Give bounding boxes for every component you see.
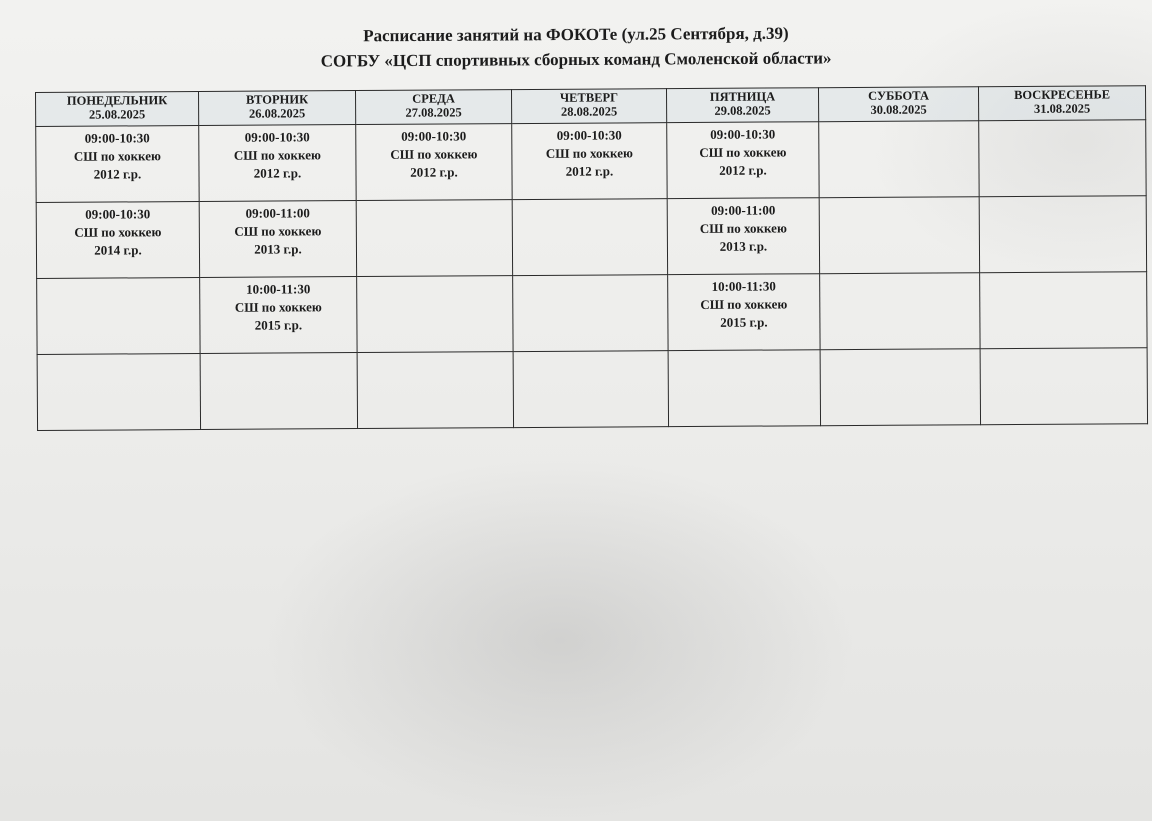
slot-year: 2012 г.р.: [253, 165, 302, 181]
schedule-cell-empty: [980, 272, 1147, 349]
table-row: [37, 272, 1147, 355]
slot-time: 09:00-11:00: [245, 205, 310, 221]
slot-year: 2014 г.р.: [94, 242, 142, 258]
schedule-cell-empty: [37, 353, 200, 430]
schedule-cell: [512, 123, 667, 200]
table-row: [36, 196, 1146, 279]
day-date: 27.08.2025: [405, 105, 462, 120]
slot-year: 2015 г.р.: [720, 314, 768, 330]
slot-group: СШ по хоккею: [545, 145, 633, 161]
schedule-cell-empty: [980, 348, 1147, 425]
slot-group: СШ по хоккею: [699, 144, 787, 160]
slot-group: СШ по хоккею: [390, 146, 478, 162]
slot-year: 2012 г.р.: [93, 166, 142, 182]
schedule-cell-empty: [356, 200, 512, 277]
table-row: [37, 348, 1147, 431]
schedule-cell-empty: [819, 121, 979, 198]
day-date: 26.08.2025: [248, 106, 306, 121]
schedule-cell-empty: [357, 276, 513, 353]
table-row: [36, 120, 1146, 203]
slot-year: 2013 г.р.: [254, 241, 302, 257]
schedule-cell: [36, 126, 199, 203]
day-header-saturday: [818, 87, 978, 122]
day-date: 30.08.2025: [870, 102, 927, 117]
day-name: ПОНЕДЕЛЬНИК: [66, 93, 168, 108]
schedule-cell: [36, 201, 199, 278]
slot-time: 09:00-10:30: [556, 127, 622, 143]
slot-time: 09:00-10:30: [84, 130, 150, 146]
schedule-cell-empty: [513, 351, 668, 428]
day-date: 31.08.2025: [1033, 101, 1091, 116]
slot-time: 10:00-11:30: [246, 281, 311, 297]
slot-time: 09:00-10:30: [401, 128, 467, 144]
schedule-table: [35, 85, 1148, 431]
title-line-1: Расписание занятий на ФОКОТе (ул.25 Сентября, д.39): [363, 23, 789, 46]
day-name: ВОСКРЕСЕНЬЕ: [1014, 87, 1111, 103]
day-name: СРЕДА: [412, 91, 455, 106]
schedule-cell: [667, 198, 819, 275]
slot-year: 2012 г.р.: [410, 164, 458, 180]
title-line-2: СОГБУ «ЦСП спортивных сборных команд Смоленской области»: [320, 48, 832, 71]
schedule-cell: [356, 124, 512, 201]
schedule-cell-empty: [820, 273, 980, 350]
day-name: ЧЕТВЕРГ: [559, 90, 619, 105]
day-name: СУББОТА: [868, 88, 930, 103]
schedule-cell-empty: [513, 275, 668, 352]
slot-group: СШ по хоккею: [700, 296, 788, 312]
page-title: [0, 18, 1152, 75]
slot-time: 09:00-10:30: [244, 129, 310, 145]
schedule-cell-empty: [820, 349, 980, 426]
schedule-cell-empty: [979, 120, 1146, 197]
schedule-cell: [199, 125, 356, 202]
slot-year: 2015 г.р.: [254, 317, 303, 333]
schedule-cell: [668, 274, 820, 351]
day-header-sunday: [978, 86, 1145, 121]
schedule-cell: [667, 122, 819, 199]
slot-time: 09:00-10:30: [85, 206, 151, 222]
schedule-cell-empty: [512, 199, 667, 276]
schedule-cell-empty: [200, 353, 357, 430]
schedule-cell-empty: [668, 350, 820, 427]
schedule-cell: [199, 201, 356, 278]
slot-year: 2013 г.р.: [719, 238, 768, 254]
slot-time: 09:00-10:30: [710, 126, 776, 142]
slot-time: 10:00-11:30: [711, 278, 776, 294]
schedule-cell-empty: [819, 197, 979, 274]
day-date: 28.08.2025: [560, 104, 618, 119]
slot-time: 09:00-11:00: [711, 202, 776, 218]
slot-group: СШ по хоккею: [73, 148, 161, 164]
slot-group: СШ по хоккею: [234, 299, 322, 315]
day-header-monday: [36, 92, 199, 127]
slot-group: СШ по хоккею: [699, 220, 787, 236]
schedule-cell-empty: [37, 277, 200, 354]
slot-group: СШ по хоккею: [74, 224, 162, 240]
day-header-tuesday: [199, 91, 356, 126]
schedule-cell-empty: [357, 352, 513, 429]
day-name: ВТОРНИК: [245, 92, 309, 107]
day-header-friday: [666, 88, 818, 123]
slot-year: 2012 г.р.: [565, 163, 614, 179]
day-header-wednesday: [355, 90, 511, 125]
schedule-cell-empty: [979, 196, 1146, 273]
slot-group: СШ по хоккею: [233, 147, 321, 163]
day-name: ПЯТНИЦА: [709, 89, 776, 104]
schedule-body: [36, 120, 1148, 431]
day-date: 29.08.2025: [714, 103, 771, 118]
day-header-thursday: [511, 89, 666, 124]
day-date: 25.08.2025: [88, 107, 146, 122]
schedule-cell: [200, 277, 357, 354]
slot-group: СШ по хоккею: [234, 223, 322, 239]
slot-year: 2012 г.р.: [719, 162, 767, 178]
